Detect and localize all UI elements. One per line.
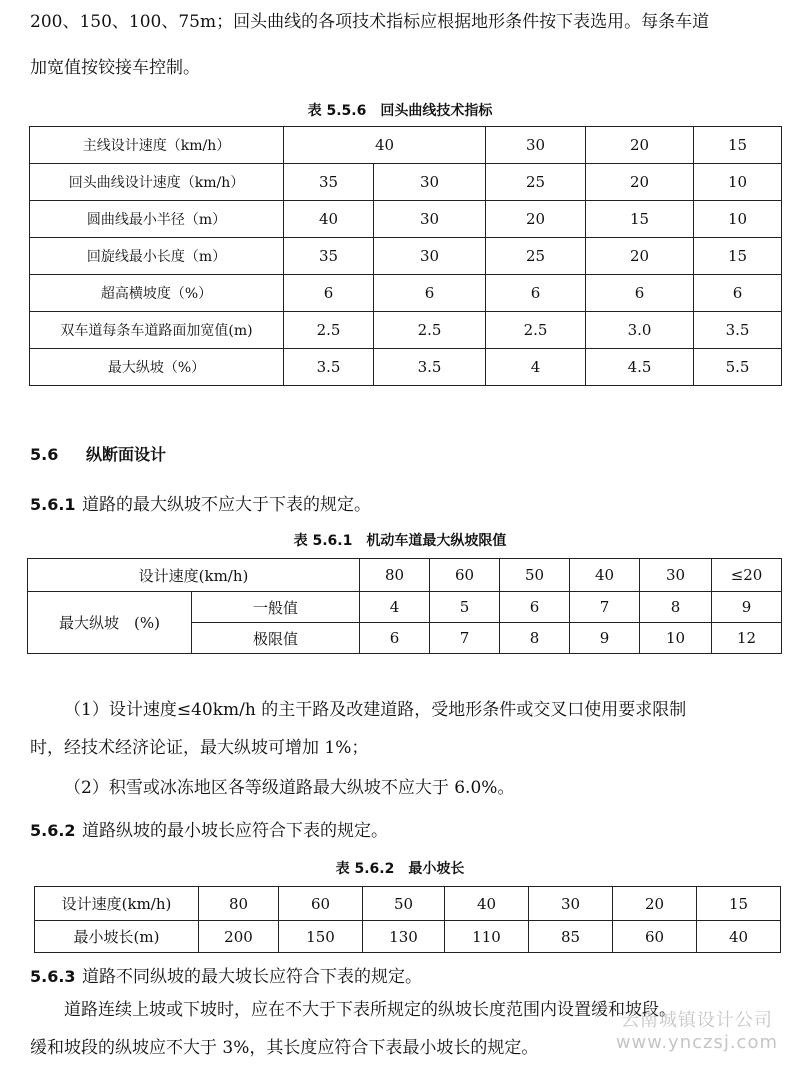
table-header-cell: 50 [363, 887, 445, 921]
table-row-label: 双车道每条车道路面加宽值(m) [30, 312, 284, 349]
table-cell: 10 [694, 201, 782, 238]
table-cell: 8 [640, 592, 712, 623]
table-row [30, 127, 782, 164]
table-cell: 15 [694, 238, 782, 275]
site-watermark [616, 1010, 778, 1054]
table-cell: 20 [586, 238, 694, 275]
table-header-cell: 30 [640, 559, 712, 592]
table-cell: 9 [712, 592, 782, 623]
table-header-cell: 设计速度(km/h) [35, 887, 199, 921]
table-header-cell: 80 [360, 559, 430, 592]
table-cell: 4.5 [586, 349, 694, 386]
table-row-label: 最大纵坡（%） [30, 349, 284, 386]
table-header-cell: 30 [486, 127, 586, 164]
table-header-cell: 60 [279, 887, 363, 921]
table-cell: 25 [486, 164, 586, 201]
clause-number: 5.6.3 [30, 967, 76, 986]
table-header-cell: 15 [697, 887, 781, 921]
table-562 [34, 886, 781, 953]
paragraph-line-1: 道路连续上坡或下坡时，应在不大于下表所规定的纵坡长度范围内设置缓和坡段。 [64, 1000, 676, 1020]
table-cell: 25 [486, 238, 586, 275]
table-row [28, 592, 782, 623]
table-cell: 6 [586, 275, 694, 312]
table-header-cell: 30 [529, 887, 613, 921]
paragraph-line-2: 缓和坡段的纵坡应不大于 3%，其长度应符合下表最小坡长的规定。 [30, 1038, 539, 1058]
table-cell: 30 [374, 238, 486, 275]
clause-text: 道路纵坡的最小坡长应符合下表的规定。 [82, 821, 388, 841]
table-cell: 30 [374, 164, 486, 201]
table-row [35, 887, 781, 921]
table-cell: 2.5 [284, 312, 374, 349]
table-row-label: 圆曲线最小半径（m） [30, 201, 284, 238]
table-556-caption: 表 5.5.6 回头曲线技术指标 [307, 103, 493, 119]
table-group-label: 最大纵坡 (%) [28, 592, 192, 654]
intro-line-1: 200、150、100、75m；回头曲线的各项技术指标应根据地形条件按下表选用。每条车道 [30, 12, 710, 32]
section-heading [30, 442, 166, 465]
table-561 [27, 558, 782, 654]
table-561-caption: 表 5.6.1 机动车道最大纵坡限值 [293, 533, 507, 549]
table-header-cell: ≤20 [712, 559, 782, 592]
note-2: （2）积雪或冰冻地区各等级道路最大纵坡不应大于 6.0%。 [64, 778, 515, 798]
table-cell: 2.5 [486, 312, 586, 349]
clause-text: 道路不同纵坡的最大坡长应符合下表的规定。 [82, 967, 422, 987]
table-cell: 30 [374, 201, 486, 238]
table-cell: 4 [486, 349, 586, 386]
table-cell: 150 [279, 921, 363, 953]
clause-562 [30, 816, 388, 841]
table-cell: 85 [529, 921, 613, 953]
table-row [28, 559, 782, 592]
table-cell: 7 [430, 623, 500, 654]
watermark-line-1: 云南城镇设计公司 [620, 1010, 773, 1031]
table-cell: 8 [500, 623, 570, 654]
table-cell: 40 [284, 201, 374, 238]
clause-563 [30, 962, 422, 987]
table-cell: 7 [570, 592, 640, 623]
intro-line-2: 加宽值按铰接车控制。 [30, 58, 200, 78]
table-row [30, 275, 782, 312]
table-cell: 2.5 [374, 312, 486, 349]
table-cell: 12 [712, 623, 782, 654]
watermark-line-2: www.ynczsj.com [615, 1032, 778, 1053]
table-cell: 60 [613, 921, 697, 953]
table-cell: 20 [586, 164, 694, 201]
table-cell: 6 [284, 275, 374, 312]
table-556 [29, 126, 782, 386]
table-cell: 130 [363, 921, 445, 953]
note-1-line-1: （1）设计速度≤40km/h 的主干路及改建道路，受地形条件或交叉口使用要求限制 [64, 700, 687, 720]
clause-number: 5.6.1 [30, 495, 76, 514]
table-row [30, 238, 782, 275]
table-cell: 15 [586, 201, 694, 238]
table-header-cell: 50 [500, 559, 570, 592]
table-cell: 5.5 [694, 349, 782, 386]
table-cell: 110 [445, 921, 529, 953]
table-row [30, 312, 782, 349]
clause-number: 5.6.2 [30, 821, 76, 840]
table-row-label: 极限值 [192, 623, 360, 654]
table-cell: 6 [374, 275, 486, 312]
table-header-cell: 40 [284, 127, 486, 164]
table-row-label: 最小坡长(m) [35, 921, 199, 953]
clause-561 [30, 490, 371, 515]
table-header-cell: 60 [430, 559, 500, 592]
table-cell: 5 [430, 592, 500, 623]
table-cell: 10 [694, 164, 782, 201]
table-cell: 3.5 [374, 349, 486, 386]
table-header-cell: 主线设计速度（km/h） [30, 127, 284, 164]
table-row [30, 164, 782, 201]
table-header-cell: 设计速度(km/h) [28, 559, 360, 592]
table-header-cell: 20 [613, 887, 697, 921]
table-cell: 6 [486, 275, 586, 312]
table-cell: 3.5 [284, 349, 374, 386]
table-cell: 35 [284, 164, 374, 201]
table-header-cell: 15 [694, 127, 782, 164]
table-header-cell: 20 [586, 127, 694, 164]
table-cell: 6 [360, 623, 430, 654]
table-cell: 20 [486, 201, 586, 238]
clause-text: 道路的最大纵坡不应大于下表的规定。 [82, 495, 371, 515]
table-562-caption: 表 5.6.2 最小坡长 [335, 861, 465, 877]
table-row-label: 回头曲线设计速度（km/h） [30, 164, 284, 201]
table-cell: 6 [500, 592, 570, 623]
table-row-label: 回旋线最小长度（m） [30, 238, 284, 275]
table-cell: 40 [697, 921, 781, 953]
table-cell: 3.5 [694, 312, 782, 349]
table-row [35, 921, 781, 953]
table-header-cell: 40 [570, 559, 640, 592]
table-cell: 6 [694, 275, 782, 312]
table-cell: 4 [360, 592, 430, 623]
table-row [30, 349, 782, 386]
table-header-cell: 80 [199, 887, 279, 921]
section-number: 5.6 [30, 445, 59, 464]
table-cell: 3.0 [586, 312, 694, 349]
table-row-label: 超高横坡度（%） [30, 275, 284, 312]
section-title: 纵断面设计 [86, 445, 167, 464]
table-row-label: 一般值 [192, 592, 360, 623]
table-cell: 35 [284, 238, 374, 275]
table-row [30, 201, 782, 238]
table-header-cell: 40 [445, 887, 529, 921]
table-cell: 10 [640, 623, 712, 654]
note-1-line-2: 时，经技术经济论证，最大纵坡可增加 1%； [30, 738, 369, 758]
table-cell: 200 [199, 921, 279, 953]
table-cell: 9 [570, 623, 640, 654]
